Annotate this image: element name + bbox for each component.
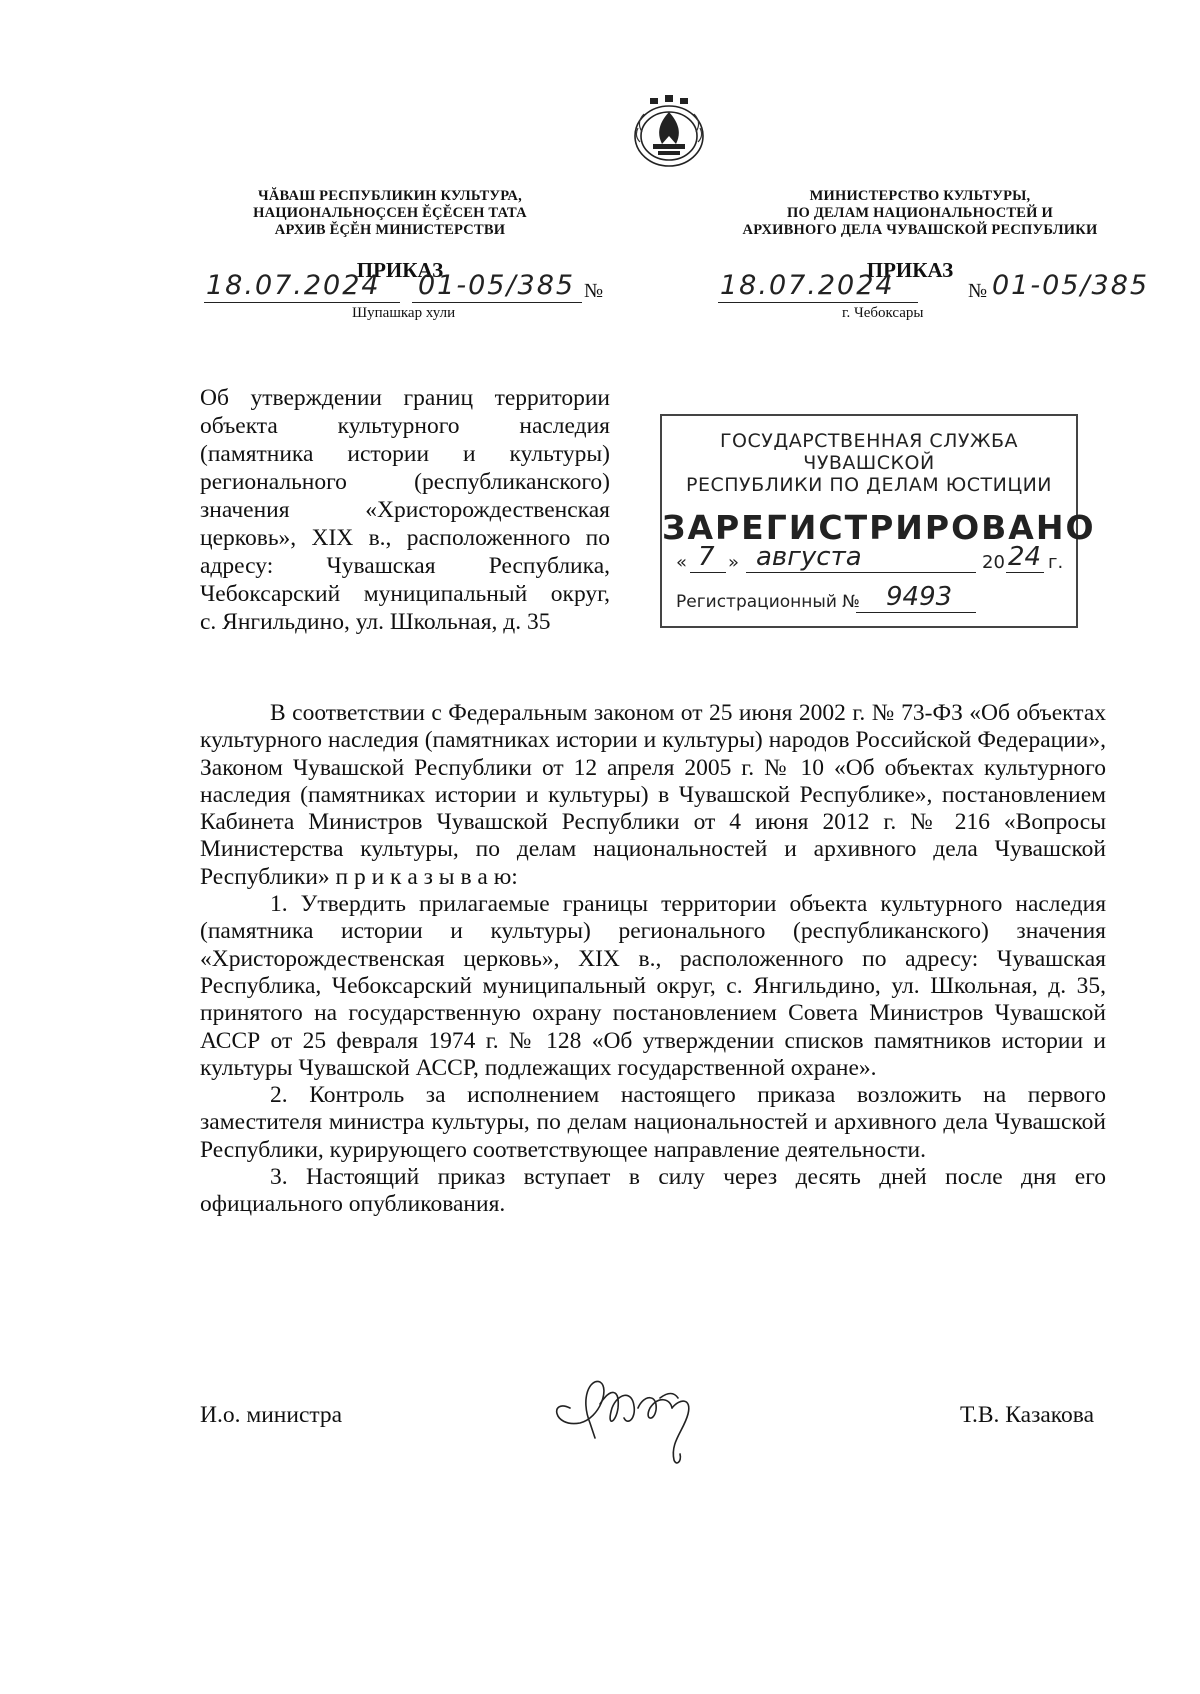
- stamp-registered: ЗАРЕГИСТРИРОВАНО: [662, 508, 1096, 547]
- stamp-year-suffix: 24: [1008, 542, 1042, 572]
- title-line: Чебоксарский муниципальный округ,: [200, 581, 610, 607]
- title-line: церковь», XIX в., расположенного по: [200, 525, 610, 551]
- stamp-quote-open: «: [676, 552, 688, 573]
- right-city: г. Чебоксары: [842, 305, 924, 321]
- header-left-line-3: АРХИВ ĔÇĔН МИНИСТЕРСТВИ: [274, 222, 506, 238]
- stamp-reg-underline: [856, 612, 976, 613]
- coat-of-arms-emblem: [628, 92, 710, 170]
- stamp-line-2: РЕСПУБЛИКИ ПО ДЕЛАМ ЮСТИЦИИ: [686, 474, 1052, 496]
- body-paragraph-item-2: [200, 1082, 1106, 1164]
- stamp-year-unit: г.: [1048, 552, 1064, 573]
- title-line: (памятника истории и культуры): [200, 441, 610, 467]
- stamp-reg-row: [676, 582, 1068, 618]
- stamp-month-underline: [746, 572, 976, 573]
- stamp-date-row: [676, 542, 1068, 580]
- right-order-number: 01-05/385: [992, 270, 1150, 301]
- stamp-year-prefix: 20: [982, 552, 1005, 573]
- stamp-quote-close: »: [728, 552, 740, 573]
- body-paragraph-text: 3. Настоящий приказ вступает в силу через десять дней после дня его официального опубликования.: [200, 1164, 1106, 1218]
- signatory-position: И.о. министра: [200, 1402, 343, 1428]
- body-paragraph-item-1: [200, 891, 1106, 1082]
- header-right-line-3: АРХИВНОГО ДЕЛА ЧУВАШСКОЙ РЕСПУБЛИКИ: [742, 222, 1098, 238]
- title-line: Об утверждении границ территории: [200, 385, 610, 411]
- body-paragraph-preamble: [200, 700, 1106, 891]
- header-left-line-1: ЧĂВАШ РЕСПУБЛИКИН КУЛЬТУРА,: [258, 188, 522, 204]
- header-right-line-1: МИНИСТЕРСТВО КУЛЬТУРЫ,: [809, 188, 1031, 204]
- stamp-reg-number: 9493: [886, 582, 953, 612]
- title-line: с. Янгильдино, ул. Школьная, д. 35: [200, 609, 551, 635]
- body-paragraph-text: В соответствии с Федеральным законом от 25 июня 2002 г. № 73-ФЗ «Об объектах культурного наследия (памятниках истории и культуры) народов Российской Федерации», Законом Чувашской Республики от 12 апреля 2005 г. № 10 «Об объектах культурного наследия (памятниках истории и культуры) в Чувашской Республике», постановлением Кабинета Министров Чувашской Республики от 4 июня 2012 г. № 216 «Вопросы Министерства культуры, по делам национальностей и архивного дела Чувашской Республики» п р и к а з ы в а ю:: [200, 700, 1106, 890]
- left-number-underline: [412, 302, 582, 303]
- body-paragraph-text: 2. Контроль за исполнением настоящего приказа возложить на первого заместителя министра культуры, по делам национальностей и архивного дела Чувашской Республики, курирующего соответствующее направление деятельности.: [200, 1082, 1106, 1163]
- body-paragraph-item-3: [200, 1164, 1106, 1219]
- registration-stamp: [660, 414, 1096, 628]
- header-right-ministry-russian: [700, 188, 1140, 239]
- right-date-underline: [718, 302, 918, 303]
- header-left-line-2: НАЦИОНАЛЬНОÇСЕН ĔÇĔСЕН ТАТА: [253, 205, 527, 221]
- left-date-underline: [204, 302, 400, 303]
- stamp-reg-label: Регистрационный №: [676, 592, 860, 612]
- right-number-sign: №: [968, 280, 988, 302]
- order-title: [200, 384, 610, 636]
- left-order-number: 01-05/385: [418, 270, 576, 301]
- stamp-day-underline: [690, 572, 726, 573]
- signatory-name: Т.В. Казакова: [960, 1402, 1095, 1428]
- order-label-left: ПРИКАЗ: [356, 258, 444, 282]
- handwritten-signature: [540, 1368, 720, 1468]
- title-line: значения «Христорождественская: [200, 497, 610, 523]
- stamp-day: 7: [698, 542, 715, 572]
- body-paragraph-text: 1. Утвердить прилагаемые границы территории объекта культурного наследия (памятника истории и культуры) регионального (республиканского) значения «Христорождественская церковь», XIX в., расположенного по адресу: Чувашская Республика, Чебоксарский муниципальный округ, с. Янгильдино, ул. Школьная, д. 35, принятого на государственную охрану постановлением Совета Министров Чувашской АССР от 25 февраля 1974 г. № 128 «Об утверждении списков памятников истории и культуры Чувашской АССР, подлежащих государственной охране».: [200, 891, 1106, 1081]
- header-right-line-2: ПО ДЕЛАМ НАЦИОНАЛЬНОСТЕЙ И: [787, 205, 1053, 221]
- title-line: объекта культурного наследия: [200, 413, 610, 439]
- header-left-ministry-chuvash: [200, 188, 580, 239]
- right-order-date: 18.07.2024: [720, 270, 895, 301]
- order-body: [200, 700, 1106, 1219]
- title-line: адресу: Чувашская Республика,: [200, 553, 610, 579]
- left-number-sign: №: [584, 280, 604, 302]
- title-line: регионального (республиканского): [200, 469, 610, 495]
- left-city: Шупашкар хули: [352, 305, 456, 321]
- stamp-year-underline: [1006, 572, 1044, 573]
- order-label-right: ПРИКАЗ: [866, 258, 954, 282]
- left-order-date: 18.07.2024: [206, 270, 381, 301]
- stamp-month: августа: [756, 542, 862, 572]
- stamp-line-1: ГОСУДАРСТВЕННАЯ СЛУЖБА ЧУВАШСКОЙ: [719, 430, 1019, 474]
